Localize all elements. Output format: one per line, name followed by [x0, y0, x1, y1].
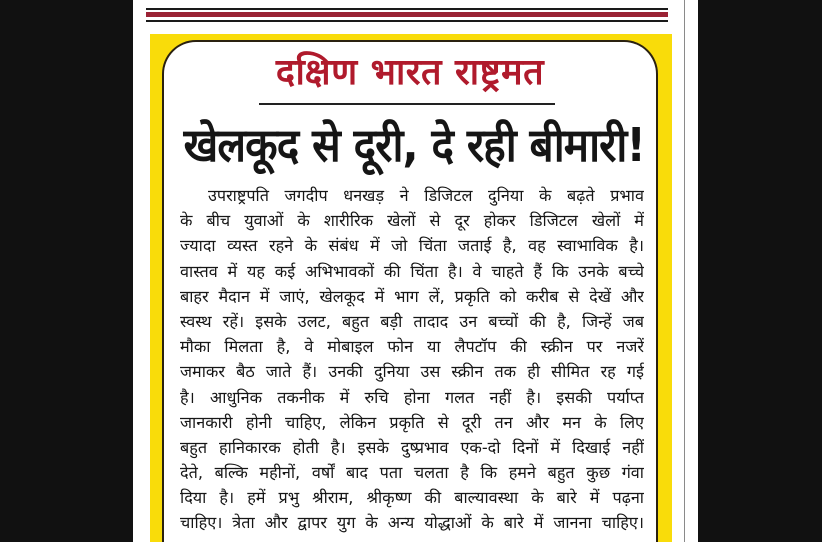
body-line: वास्तव में यह कई अभिभावकों की चिंता है। वे चाहते हैं कि उनके बच्चे	[180, 261, 644, 281]
top-rule-thin-lower	[146, 20, 668, 22]
top-rule-thin-upper	[146, 8, 668, 10]
body-line: ज्यादा व्यस्त रहने के संबंध में जो चिंता जताई है, वह स्वाभाविक है।	[180, 236, 644, 256]
body-line: देते, बल्कि महीनों, वर्षों बाद पता चलता है कि हमने बहुत कुछ गंवा	[180, 463, 644, 483]
body-line: चाहिए। त्रेता और द्वापर युग के अन्य योद्धाओं के बारे में जानना चाहिए।	[180, 513, 644, 533]
masthead-underline	[259, 103, 555, 105]
body-line: जानकारी होनी चाहिए, लेकिन प्रकृति से दूरी तन और मन के लिए	[180, 412, 644, 432]
body-line: मौका मिलता है, वे मोबाइल फोन या लैपटॉप की स्क्रीन पर नजरें	[180, 337, 644, 357]
page-edge-divider	[684, 0, 685, 542]
article-body	[180, 183, 644, 536]
editorial-box	[162, 40, 658, 542]
body-line: उपराष्ट्रपति जगदीप धनखड़ ने डिजिटल दुनिया के बढ़ते प्रभाव	[208, 186, 644, 205]
masthead-title: दक्षिण भारत राष्ट्रमत	[275, 52, 545, 93]
body-line: बहुत हानिकारक होती है। इसके दुष्प्रभाव एक-दो दिनों में दिखाई नहीं	[180, 437, 644, 457]
body-line: स्वस्थ रहें। इसके उलट, बहुत बड़ी तादाद उन बच्चों की है, जिन्हें जब	[180, 311, 644, 331]
body-line: के बीच युवाओं के शारीरिक खेलों से दूर होकर डिजिटल खेलों में	[180, 211, 644, 231]
body-line: है। आधुनिक तकनीक में रुचि होना गलत नहीं है। इसकी पर्याप्त	[180, 387, 644, 407]
body-line: दिया है। हमें प्रभु श्रीराम, श्रीकृष्ण की बाल्यावस्था के बारे में पढ़ना	[180, 488, 644, 508]
top-rule-red	[146, 12, 668, 17]
body-line: जमाकर बैठ जाते हैं। उनकी दुनिया उस स्क्रीन तक ही सीमित रह गई	[180, 362, 644, 382]
body-line: बाहर मैदान में जाएं, खेलकूद में भाग लें, प्रकृति को करीब से देखें और	[180, 286, 644, 306]
article-headline: खेलकूद से दूरी, दे रही बीमारी!	[183, 118, 645, 172]
